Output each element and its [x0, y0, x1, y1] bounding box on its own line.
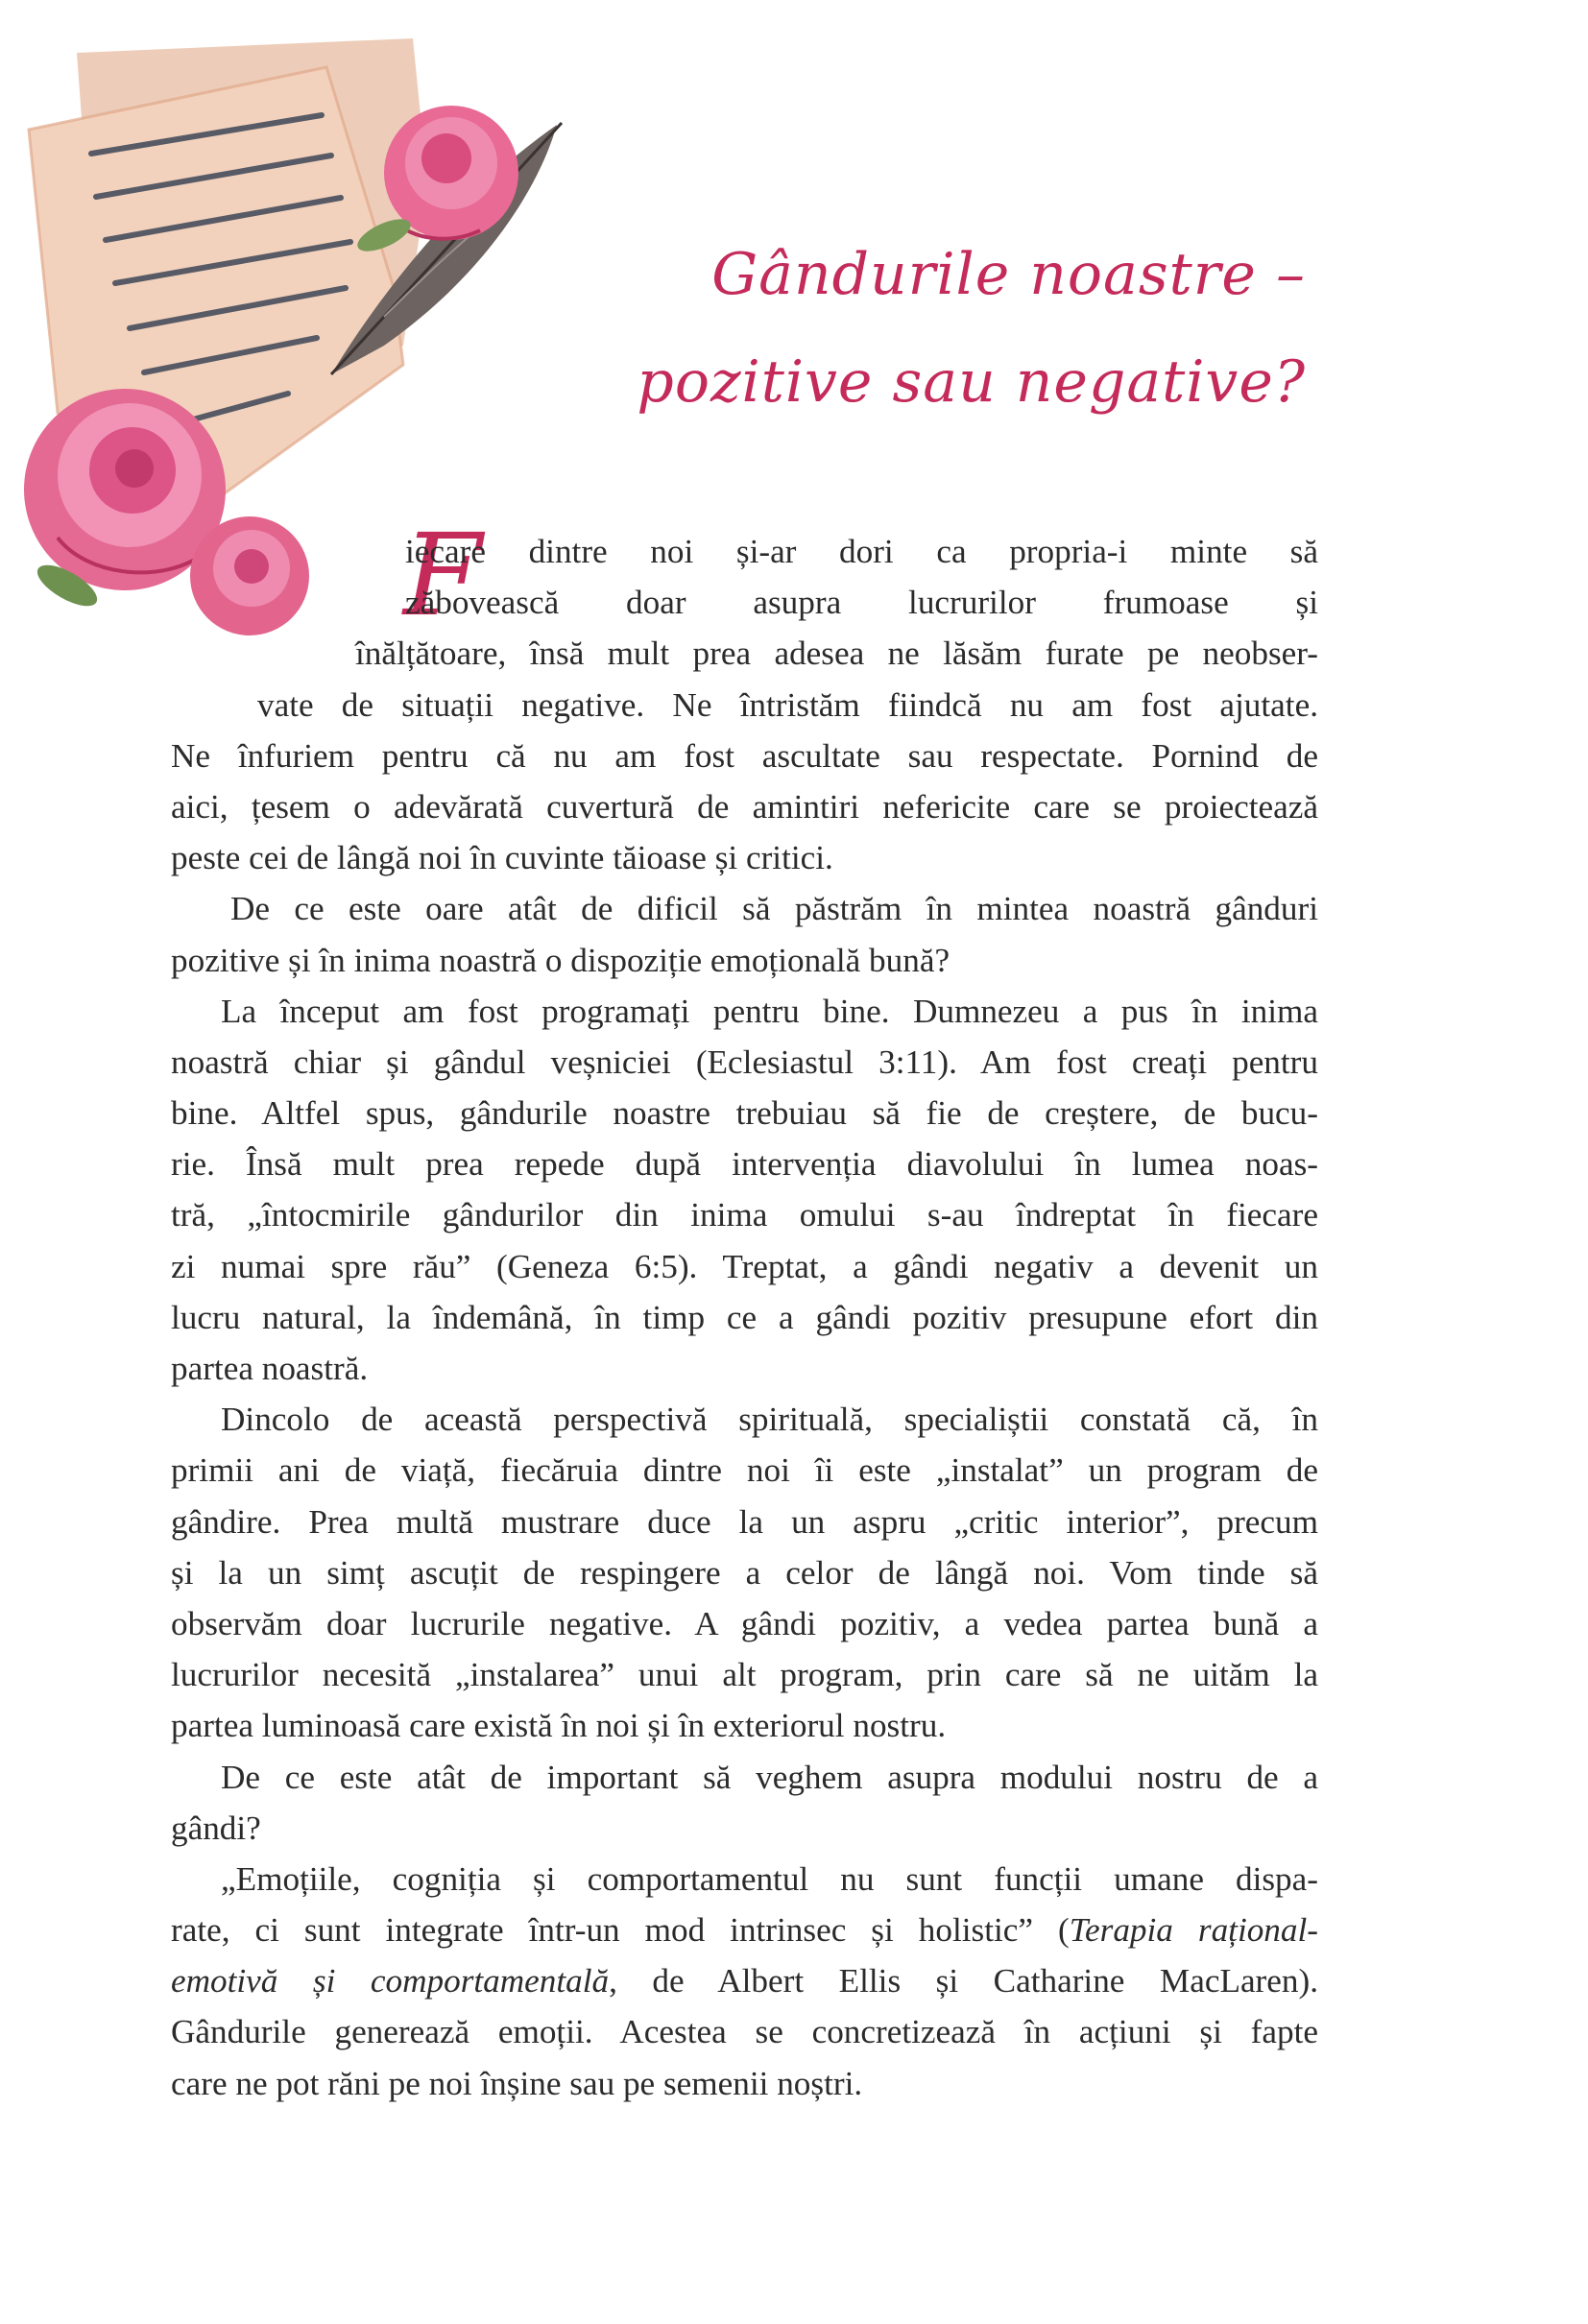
text-line: zi numai spre rău” (Geneza 6:5). Treptat, a gândi negativ a devenit un [171, 1247, 1318, 1285]
text-line: rie. Însă mult prea repede după intervenția diavolului în lumea noas- [171, 1145, 1318, 1184]
text-line: și la un simț ascuțit de respingere a celor de lângă noi. Vom tinde să [171, 1553, 1318, 1592]
text-line: aici, țesem o adevărată cuvertură de amintiri nefericite care se proiectează [171, 787, 1318, 826]
text-line: care ne pot răni pe noi înșine sau pe semenii noștri. [171, 2064, 863, 2102]
text-line: gândi? [171, 1809, 261, 1847]
text-line: lucru natural, la îndemână, în timp ce a gândi pozitiv presupune efort din [171, 1298, 1318, 1336]
text-line: De ce este oare atât de dificil să păstrăm în mintea noastră gânduri [230, 890, 1318, 928]
text-line: peste cei de lângă noi în cuvinte tăioase și critici. [171, 839, 833, 877]
text-line: observăm doar lucrurile negative. A gândi pozitiv, a vedea partea bună a [171, 1604, 1318, 1642]
text-line: vate de situații negative. Ne întristăm fiindcă nu am fost ajutate. [257, 685, 1318, 724]
text-line: iecare dintre noi și-ar dori ca propria-i minte să [405, 533, 1318, 570]
title-line: pozitive sau negative? [637, 348, 1306, 416]
text-line: La început am fost programați pentru bine. Dumnezeu a pus în inima [221, 992, 1318, 1030]
title-line: Gândurile noastre – [711, 241, 1306, 308]
text-line: De ce este atât de important să veghem asupra modului nostru de a [221, 1758, 1318, 1796]
book-title-italic: Terapia rațional- [1069, 1911, 1318, 1950]
text-line: partea noastră. [171, 1350, 369, 1387]
text-line: tră, „întocmirile gândurilor din inima omului s-au îndreptat în fiecare [171, 1196, 1318, 1234]
book-title-italic: emotivă și comportamentală [171, 1962, 610, 2001]
text-line: partea luminoasă care există în noi și în exteriorul nostru. [171, 1707, 947, 1745]
text-line: lucrurilor necesită „instalarea” unui alt program, prin care să ne uităm la [171, 1656, 1318, 1694]
text-line: Dincolo de această perspectivă spirituală, specialiștii constată că, în [221, 1401, 1318, 1439]
text-line: zăbovească doar asupra lucrurilor frumoase și [405, 584, 1318, 622]
text-line: „Emoțiile, cogniția și comportamentul nu sunt funcții umane dispa- [221, 1859, 1318, 1898]
page-title [538, 221, 1306, 436]
text-line: pozitive și în inima noastră o dispoziție emoțională bună? [171, 941, 950, 979]
text-line [171, 1955, 1318, 2006]
text-line: gândire. Prea multă mustrare duce la un aspru „critic interior”, precum [171, 1502, 1318, 1541]
text-line [171, 1905, 1318, 1955]
text-line: bine. Altfel spus, gândurile noastre trebuiau să fie de creștere, de bucu- [171, 1094, 1318, 1133]
text-line: înălțătoare, însă mult prea adesea ne lăsăm furate pe neobser- [355, 635, 1318, 673]
text-line: noastră chiar și gândul veșniciei (Eclesiastul 3:11). Am fost creați pentru [171, 1042, 1318, 1081]
text-line: primii ani de viață, fiecăruia dintre noi îi este „instalat” un program de [171, 1451, 1318, 1490]
text-fragment: , de Albert Ellis și Catharine MacLaren). [609, 1962, 1319, 2001]
text-line: Gândurile generează emoții. Acestea se concretizează în acțiuni și fapte [171, 2013, 1318, 2051]
drop-cap: F [403, 509, 482, 641]
text-fragment: rate, ci sunt integrate într-un mod intrinsec și holistic” ( [171, 1911, 1070, 1950]
text-line: Ne înfuriem pentru că nu am fost ascultate sau respectate. Pornind de [171, 736, 1318, 775]
body-text [171, 526, 1318, 2109]
